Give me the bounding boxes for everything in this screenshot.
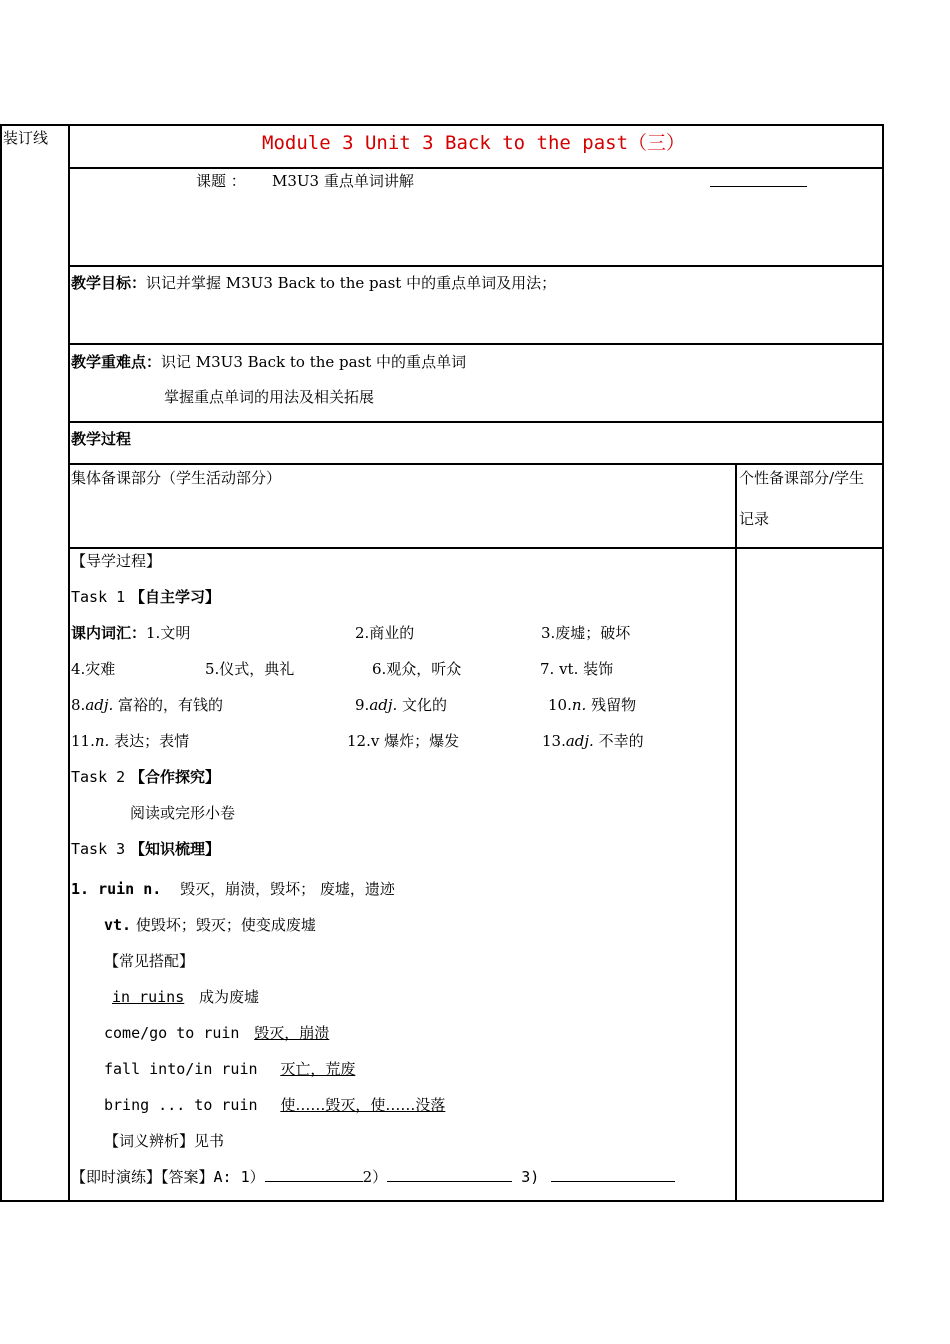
ruin-noun-row bbox=[71, 878, 395, 899]
analysis-row bbox=[104, 1130, 224, 1151]
task1-prefix: Task 1 bbox=[71, 588, 126, 606]
objective-row bbox=[71, 272, 556, 293]
vocab-item-3: 3.废墟；破坏 bbox=[541, 624, 631, 642]
collocation-2-cn: 毁灭，崩溃 bbox=[254, 1024, 330, 1042]
vocab-item-11 bbox=[71, 730, 189, 751]
task2-prefix: Task 2 bbox=[71, 768, 126, 786]
left-column-header: 集体备课部分（学生活动部分） bbox=[71, 469, 282, 487]
vocab-item-13-pos: adj. bbox=[565, 732, 594, 750]
vocab-item-10-number: 10. bbox=[548, 696, 572, 714]
task1-heading bbox=[71, 586, 220, 607]
collocation-label: 【常见搭配】 bbox=[104, 952, 195, 970]
row-divider-headers bbox=[68, 547, 884, 549]
collocation-4-en: bring ... to ruin bbox=[104, 1096, 258, 1114]
task1-title: 【自主学习】 bbox=[129, 588, 220, 606]
analysis-label: 【词义辨析】 bbox=[104, 1132, 195, 1150]
task2-heading bbox=[71, 766, 220, 787]
ruin-noun-head: 1. ruin n. bbox=[71, 880, 162, 898]
task2-content: 阅读或完形小卷 bbox=[130, 804, 236, 822]
practice-b2: 2） bbox=[362, 1168, 388, 1186]
vocab-item-6: 6.观众，听众 bbox=[372, 660, 462, 678]
ruin-verb-head: vt. bbox=[104, 916, 132, 934]
ruin-verb-row bbox=[104, 914, 316, 935]
vocab-item-10-meaning: 残留物 bbox=[586, 696, 637, 714]
vocab-item-13 bbox=[542, 730, 644, 751]
collocation-3 bbox=[104, 1058, 355, 1079]
vocab-item-13-number: 13. bbox=[542, 732, 566, 750]
row-divider-keypoints bbox=[68, 421, 884, 423]
collocation-1 bbox=[112, 986, 259, 1007]
ruin-noun-meaning: 毁灭，崩溃，毁坏； 废墟，遗迹 bbox=[180, 880, 395, 898]
page-title: Module 3 Unit 3 Back to the past（三） bbox=[262, 132, 686, 154]
vocab-item-1: 1.文明 bbox=[146, 624, 191, 642]
vocab-item-11-pos: n. bbox=[94, 732, 110, 750]
keypoints-row bbox=[71, 351, 466, 372]
vocab-label: 课内词汇： bbox=[71, 624, 147, 642]
keypoints-line2: 掌握重点单词的用法及相关拓展 bbox=[164, 388, 375, 406]
topic-label: 课题 ： bbox=[196, 172, 246, 190]
task3-prefix: Task 3 bbox=[71, 840, 126, 858]
vocab-item-13-meaning: 不幸的 bbox=[593, 732, 644, 750]
answer-blank-2[interactable] bbox=[387, 1167, 512, 1182]
row-divider-topic bbox=[68, 265, 884, 267]
vocab-row-1 bbox=[71, 622, 190, 643]
vocab-item-10 bbox=[548, 694, 636, 715]
vocab-item-10-pos: n. bbox=[571, 696, 587, 714]
vocab-item-2: 2.商业的 bbox=[355, 624, 415, 642]
binding-label: 装订线 bbox=[3, 129, 49, 147]
task2-title: 【合作探究】 bbox=[129, 768, 220, 786]
row-divider-title bbox=[68, 167, 884, 169]
row-divider-process bbox=[68, 463, 884, 465]
ruin-verb-meaning: 使毁坏；毁灭；使变成废墟 bbox=[135, 916, 316, 934]
vocab-item-8 bbox=[71, 694, 223, 715]
task3-title: 【知识梳理】 bbox=[129, 840, 220, 858]
vocab-item-9 bbox=[355, 694, 447, 715]
vocab-item-9-meaning: 文化的 bbox=[397, 696, 448, 714]
table-left-border bbox=[68, 124, 70, 1202]
practice-row bbox=[71, 1166, 675, 1187]
vocab-item-9-pos: adj. bbox=[369, 696, 398, 714]
right-column-header-line2: 记录 bbox=[739, 510, 770, 528]
collocation-1-cn: 成为废墟 bbox=[199, 988, 260, 1006]
vocab-item-4: 4.灾难 bbox=[71, 660, 116, 678]
topic-value: M3U3 重点单词讲解 bbox=[272, 172, 414, 190]
objective-text: 识记并掌握 M3U3 Back to the past 中的重点单词及用法； bbox=[146, 274, 557, 292]
collocation-4-cn: 使……毁灭，使……没落 bbox=[280, 1096, 446, 1114]
analysis-text: 见书 bbox=[194, 1132, 225, 1150]
collocation-3-cn: 灭亡，荒废 bbox=[280, 1060, 356, 1078]
answer-blank-3[interactable] bbox=[551, 1167, 675, 1182]
collocation-3-en: fall into/in ruin bbox=[104, 1060, 258, 1078]
process-heading: 教学过程 bbox=[71, 430, 132, 448]
table-bottom-border bbox=[0, 1200, 884, 1202]
vocab-item-8-number: 8. bbox=[71, 696, 86, 714]
table-right-border bbox=[882, 124, 884, 1202]
vocab-item-11-meaning: 表达；表情 bbox=[109, 732, 190, 750]
vocab-item-5: 5.仪式，典礼 bbox=[205, 660, 295, 678]
task3-heading bbox=[71, 838, 220, 859]
practice-b3: 3) bbox=[512, 1168, 540, 1186]
collocation-1-en: in ruins bbox=[112, 988, 185, 1006]
table-top-border bbox=[0, 124, 884, 126]
collocation-2 bbox=[104, 1022, 329, 1043]
vocab-item-9-number: 9. bbox=[355, 696, 370, 714]
practice-a-prefix: A: 1） bbox=[213, 1168, 265, 1186]
practice-label: 【即时演练】【答案】 bbox=[71, 1168, 214, 1186]
binding-strip-left-border bbox=[0, 124, 2, 1202]
right-column-header-line1: 个性备课部分/学生 bbox=[739, 469, 865, 487]
collocation-4 bbox=[104, 1094, 445, 1115]
keypoints-label: 教学重难点： bbox=[71, 353, 162, 371]
vocab-item-7: 7. vt. 装饰 bbox=[540, 660, 614, 678]
topic-blank-line bbox=[710, 186, 807, 187]
collocation-2-en: come/go to ruin bbox=[104, 1024, 240, 1042]
answer-blank-1[interactable] bbox=[265, 1167, 363, 1182]
vocab-item-8-meaning: 富裕的，有钱的 bbox=[113, 696, 224, 714]
guide-heading: 【导学过程】 bbox=[71, 552, 162, 570]
vocab-item-11-number: 11. bbox=[71, 732, 95, 750]
row-divider-objective bbox=[68, 343, 884, 345]
keypoints-line1: 识记 M3U3 Back to the past 中的重点单词 bbox=[161, 353, 467, 371]
objective-label: 教学目标： bbox=[71, 274, 147, 292]
vocab-item-12: 12.v 爆炸；爆发 bbox=[347, 732, 460, 750]
column-divider-right bbox=[735, 463, 737, 1202]
vocab-item-8-pos: adj. bbox=[85, 696, 114, 714]
